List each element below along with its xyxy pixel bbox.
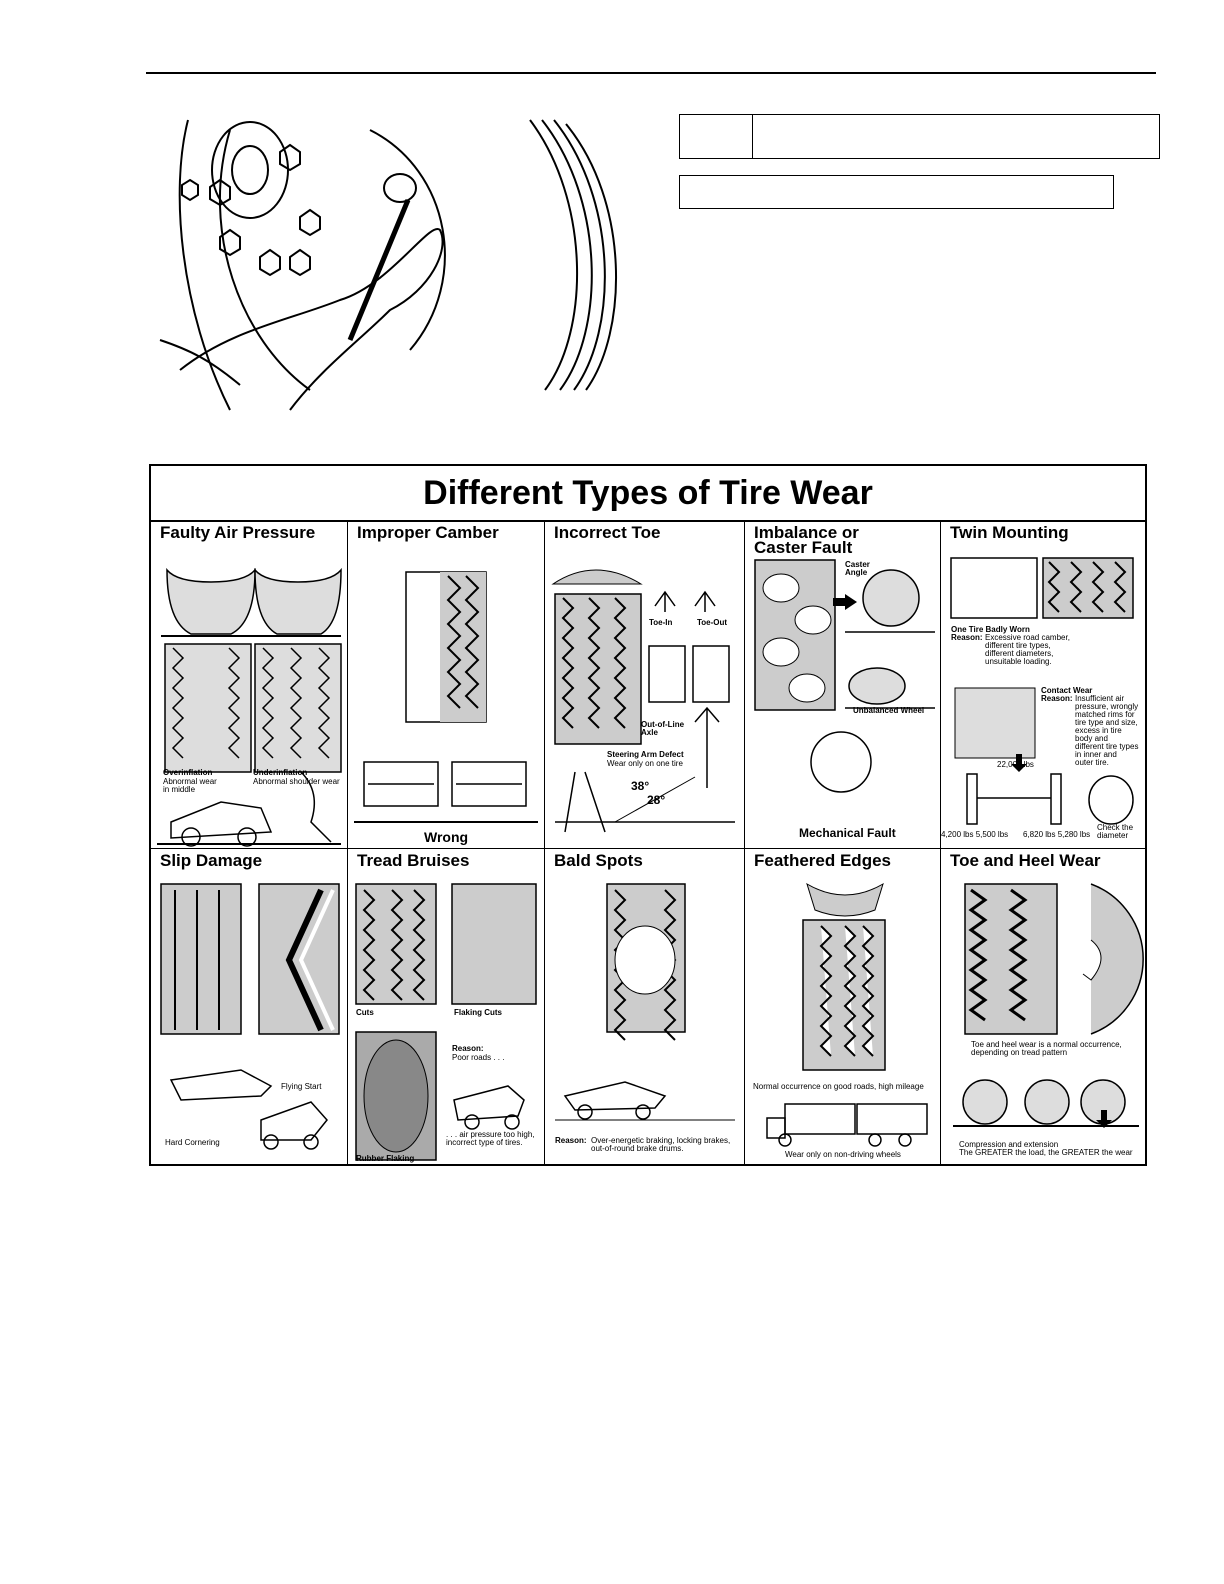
- angle-28: 28°: [647, 793, 666, 807]
- bald-spots-icon: [545, 850, 744, 1164]
- reason-text: unsuitable loading.: [985, 657, 1052, 666]
- section-title: Bald Spots: [554, 851, 643, 870]
- toe-in-label: Toe-In: [649, 618, 673, 627]
- reason-label: Reason:: [452, 1044, 484, 1053]
- section-title: Caster Fault: [754, 538, 853, 557]
- flying-start-label: Flying Start: [281, 1082, 322, 1091]
- load-label: 22,000 lbs: [997, 760, 1034, 769]
- section-title: Improper Camber: [357, 523, 499, 542]
- pressure-text: . . . air pressure too high,: [446, 1130, 535, 1139]
- underinflation-desc: Abnormal shoulder wear: [253, 777, 340, 786]
- reason-text: different tire types,: [985, 641, 1051, 650]
- reason-text: Poor roads . . .: [452, 1053, 505, 1062]
- compression-label: Compression and extension: [959, 1140, 1059, 1149]
- note-box: [679, 114, 1160, 159]
- toe-heel-note: depending on tread pattern: [971, 1048, 1068, 1057]
- cell-toe-heel: [941, 850, 1145, 1164]
- reason-label: Reason:: [1041, 694, 1073, 703]
- section-title: Twin Mounting: [950, 523, 1069, 542]
- cell-imbalance: [745, 522, 940, 848]
- reason-text: tire type and size,: [1075, 718, 1138, 727]
- section-title: Imbalance or: [754, 523, 859, 542]
- pressure-text: incorrect type of tires.: [446, 1138, 523, 1147]
- cell-bald-spots: [545, 850, 744, 1164]
- cell-improper-camber: [348, 522, 544, 848]
- header-rule: [146, 72, 1156, 74]
- greater-load-label: The GREATER the load, the GREATER the wear: [959, 1148, 1133, 1157]
- imbalance-tread-icon: [745, 522, 940, 848]
- reason-text: different tire types: [1075, 742, 1139, 751]
- reason-text: pressure, wrongly: [1075, 702, 1139, 711]
- section-title: Slip Damage: [160, 851, 263, 870]
- out-of-line-label: Out-of-Line: [641, 720, 685, 729]
- caption-box: [679, 175, 1114, 209]
- poster-title: Different Types of Tire Wear: [151, 466, 1145, 522]
- check-label: diameter: [1097, 831, 1129, 840]
- unbalanced-wheel-label: Unbalanced Wheel: [853, 706, 925, 715]
- mechanical-fault-label: Mechanical Fault: [799, 826, 896, 840]
- overinflation-label: Overinflation: [163, 768, 213, 777]
- reason-text: out-of-round brake drums.: [591, 1144, 684, 1153]
- wrong-label: Wrong: [424, 829, 469, 845]
- reason-label: Reason:: [555, 1136, 587, 1145]
- caster-label: Angle: [845, 568, 868, 577]
- grid-row-divider: [151, 848, 1145, 849]
- reason-text: excess in tire: [1075, 726, 1122, 735]
- reason-label: Reason:: [951, 633, 983, 642]
- note-box-divider: [752, 115, 753, 158]
- reason-text: body and: [1075, 734, 1108, 743]
- camber-tread-icon: [348, 522, 544, 848]
- underinflation-label: Underinflation: [253, 768, 308, 777]
- check-label: Check the: [1097, 823, 1134, 832]
- cell-tread-bruises: [348, 850, 544, 1164]
- toe-out-label: Toe-Out: [697, 618, 728, 627]
- tire-wear-poster: [149, 464, 1147, 1166]
- caster-label: Caster: [845, 560, 870, 569]
- rubber-flaking-label: Rubber Flaking: [356, 1154, 415, 1163]
- air-pressure-tire-icon: [151, 522, 347, 848]
- one-tire-worn-label: One Tire Badly Worn: [951, 625, 1030, 634]
- reason-text: in inner and: [1075, 750, 1117, 759]
- toe-heel-note: Toe and heel wear is a normal occurrence,: [971, 1040, 1122, 1049]
- reason-text: matched rims for: [1075, 710, 1135, 719]
- section-title: Tread Bruises: [357, 851, 470, 870]
- cell-faulty-air-pressure: [151, 522, 347, 848]
- hard-cornering-label: Hard Cornering: [165, 1138, 220, 1147]
- right-loads: 6,820 lbs 5,280 lbs: [1023, 830, 1091, 839]
- cell-feathered-edges: [745, 850, 940, 1164]
- slip-damage-icon: [151, 850, 347, 1164]
- reason-text: Over-energetic braking, locking brakes,: [591, 1136, 731, 1145]
- wheel-lug-illustration: [150, 110, 630, 430]
- reason-text: different diameters,: [985, 649, 1054, 658]
- twin-mounting-icon: [941, 522, 1145, 848]
- toe-tread-icon: [545, 522, 744, 848]
- cell-incorrect-toe: [545, 522, 744, 848]
- normal-occurrence-label: Normal occurrence on good roads, high mileage: [753, 1082, 924, 1091]
- reason-text: Insufficient air: [1075, 694, 1125, 703]
- toe-heel-icon: [941, 850, 1145, 1164]
- out-of-line-label: Axle: [641, 728, 658, 737]
- tread-bruises-icon: [348, 850, 544, 1164]
- steering-defect-label: Steering Arm Defect: [607, 750, 684, 759]
- section-title: Toe and Heel Wear: [950, 851, 1101, 870]
- section-title: Faulty Air Pressure: [160, 523, 316, 542]
- overinflation-desc: Abnormal wear: [163, 777, 217, 786]
- feathered-edges-icon: [745, 850, 940, 1164]
- reason-text: Excessive road camber,: [985, 633, 1070, 642]
- reason-text: outer tire.: [1075, 758, 1109, 767]
- contact-wear-label: Contact Wear: [1041, 686, 1093, 695]
- section-title: Incorrect Toe: [554, 523, 661, 542]
- steering-defect-desc: Wear only on one tire: [607, 759, 683, 768]
- left-loads: 4,200 lbs 5,500 lbs: [941, 830, 1009, 839]
- section-title: Feathered Edges: [754, 851, 891, 870]
- overinflation-desc: in middle: [163, 785, 196, 794]
- flaking-cuts-label: Flaking Cuts: [454, 1008, 503, 1017]
- cell-slip-damage: [151, 850, 347, 1164]
- angle-38: 38°: [631, 779, 650, 793]
- cell-twin-mounting: [941, 522, 1145, 848]
- cuts-label: Cuts: [356, 1008, 374, 1017]
- non-driving-label: Wear only on non-driving wheels: [785, 1150, 901, 1159]
